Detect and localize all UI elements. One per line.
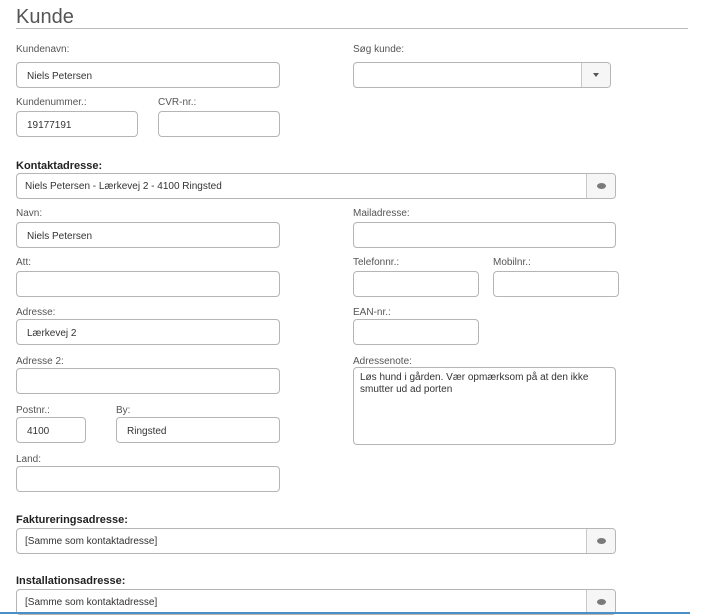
customer-name-label: Kundenavn:	[16, 44, 70, 55]
installation-address-header: Installationsadresse:	[16, 575, 126, 587]
phone-label: Telefonnr.:	[353, 257, 400, 268]
chevron-down-icon	[593, 73, 599, 77]
contact-name-label: Navn:	[16, 208, 43, 219]
address-note-textarea[interactable]: Løs hund i gården. Vær opmærksom på at den ikke smutter ud ad porten	[353, 367, 616, 445]
address2-label: Adresse 2:	[16, 356, 64, 367]
customer-number-label: Kundenummer.:	[16, 97, 87, 108]
contact-address-select[interactable]	[16, 173, 616, 199]
billing-address-value: [Samme som kontaktadresse]	[25, 536, 158, 547]
installation-address-toggle[interactable]	[586, 590, 615, 614]
section-title: Kunde	[16, 6, 74, 28]
customer-search-toggle[interactable]	[581, 63, 610, 87]
billing-address-header: Faktureringsadresse:	[16, 514, 128, 526]
installation-address-value: [Samme som kontaktadresse]	[25, 597, 158, 608]
billing-address-select[interactable]	[16, 528, 616, 554]
address-input[interactable]: Lærkevej 2	[16, 319, 280, 345]
billing-address-toggle[interactable]	[586, 529, 615, 553]
country-label: Land:	[16, 454, 42, 465]
customer-number-input[interactable]: 19177191	[16, 111, 138, 137]
mobile-input[interactable]	[493, 271, 619, 297]
contact-address-header: Kontaktadresse:	[16, 160, 103, 172]
city-label: By:	[116, 405, 131, 416]
mail-input[interactable]	[353, 222, 616, 248]
dropdown-icon	[597, 599, 606, 605]
postal-input[interactable]: 4100	[16, 417, 86, 443]
dropdown-icon	[597, 538, 606, 544]
customer-search-label: Søg kunde:	[353, 44, 405, 55]
cvr-label: CVR-nr.:	[158, 97, 197, 108]
customer-search-select[interactable]	[353, 62, 611, 88]
contact-name-input[interactable]: Niels Petersen	[16, 222, 280, 248]
phone-input[interactable]	[353, 271, 479, 297]
bottom-divider	[0, 612, 690, 614]
country-input[interactable]	[16, 466, 280, 492]
ean-label: EAN-nr.:	[353, 307, 391, 318]
section-divider	[16, 28, 688, 29]
city-input[interactable]: Ringsted	[116, 417, 280, 443]
mail-label: Mailadresse:	[353, 208, 410, 219]
address2-input[interactable]	[16, 368, 280, 394]
att-input[interactable]	[16, 271, 280, 297]
dropdown-icon	[597, 183, 606, 189]
address-label: Adresse:	[16, 307, 56, 318]
customer-name-input[interactable]: Niels Petersen	[16, 62, 280, 88]
cvr-input[interactable]	[158, 111, 280, 137]
postal-label: Postnr.:	[16, 405, 50, 416]
ean-input[interactable]	[353, 319, 479, 345]
mobile-label: Mobilnr.:	[493, 257, 531, 268]
contact-address-toggle[interactable]	[586, 174, 615, 198]
address-note-label: Adressenote:	[353, 356, 412, 367]
contact-address-value: Niels Petersen - Lærkevej 2 - 4100 Ringsted	[25, 181, 222, 192]
att-label: Att:	[16, 257, 32, 268]
